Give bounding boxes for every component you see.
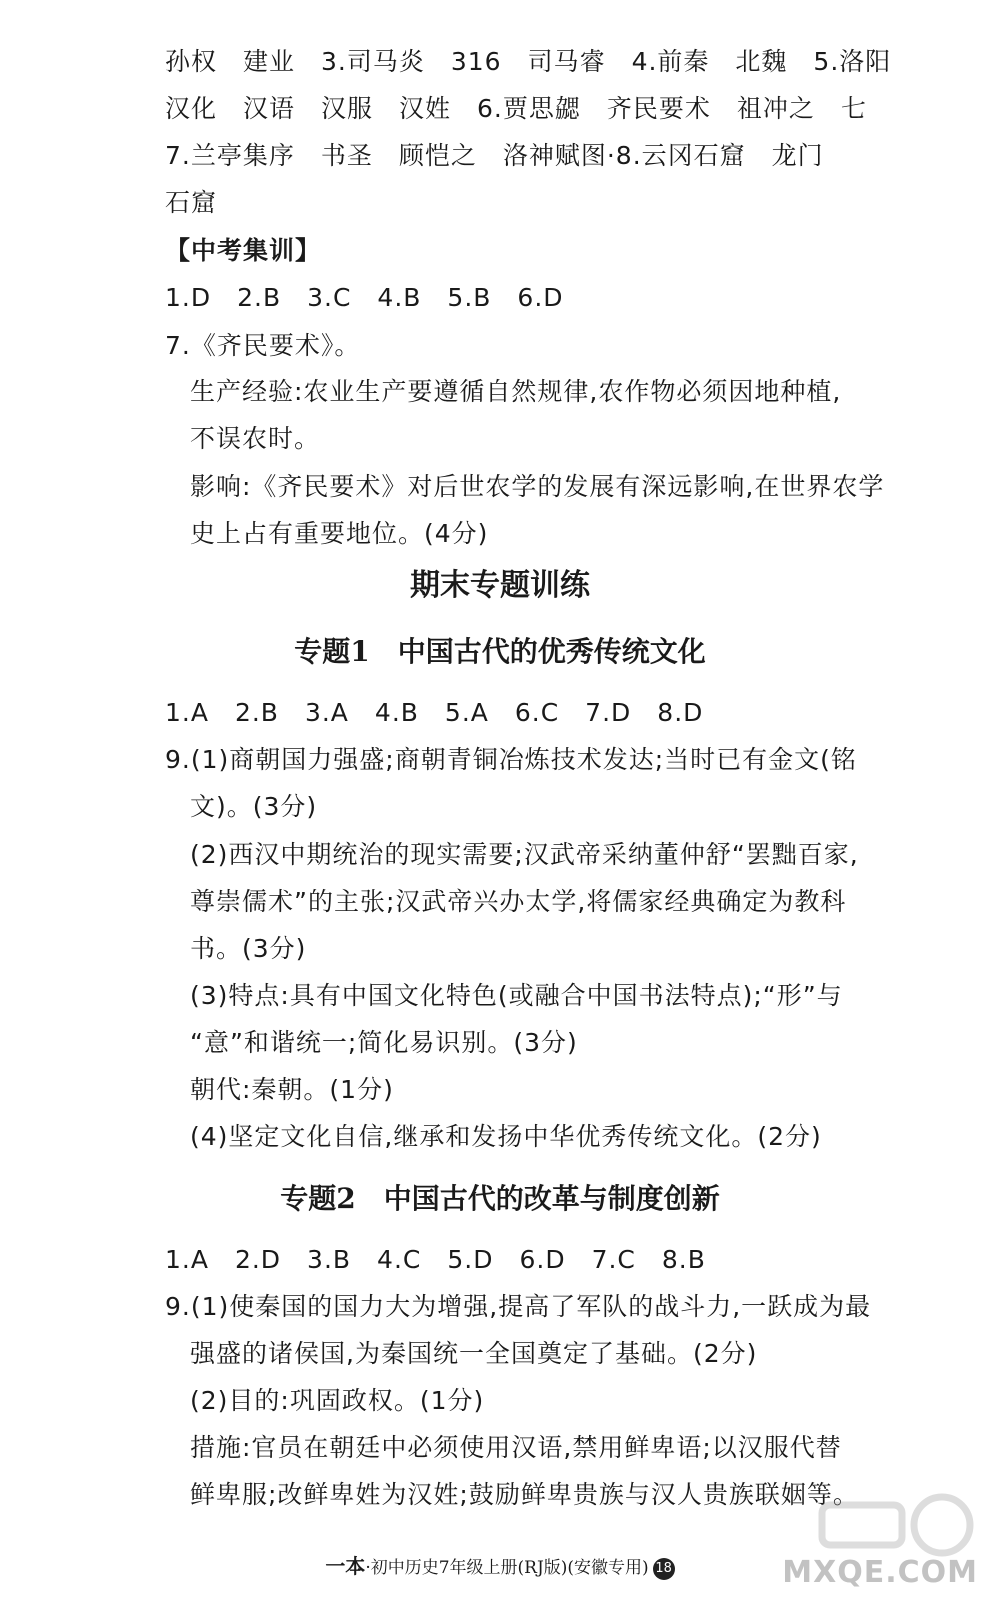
answer-line: 7.兰亭集序 书圣 顾恺之 洛神赋图·8.云冈石窟 龙门 xyxy=(165,141,824,170)
topic2-line: 9.(1)使秦国的国力大为增强,提高了军队的战斗力,一跃成为最 xyxy=(165,1292,872,1321)
topic1-line: (4)坚定文化自信,继承和发扬中华优秀传统文化。(2分) xyxy=(190,1122,822,1151)
page-number: 18 xyxy=(653,1558,675,1580)
topic1-line: (2)西汉中期统治的现实需要;汉武帝采纳董仲舒“罢黜百家, xyxy=(190,840,859,869)
zhongkao-line: 史上占有重要地位。(4分) xyxy=(190,519,489,548)
zhongkao-answers: 1.D 2.B 3.C 4.B 5.B 6.D xyxy=(165,283,564,312)
topic2-line: 鲜卑服;改鲜卑姓为汉姓;鼓励鲜卑贵族与汉人贵族联姻等。 xyxy=(190,1480,859,1509)
topic2-line: (2)目的:巩固政权。(1分) xyxy=(190,1386,485,1415)
zhongkao-line: 生产经验:农业生产要遵循自然规律,农作物必须因地种植, xyxy=(190,377,842,406)
topic1-line: 书。(3分) xyxy=(190,934,307,963)
answer-line: 汉化 汉语 汉服 汉姓 6.贾思勰 齐民要术 祖冲之 七 xyxy=(165,94,867,123)
topic1-line: 9.(1)商朝国力强盛;商朝青铜冶炼技术发达;当时已有金文(铭 xyxy=(165,745,857,774)
footer-text: ·初中历史7年级上册(RJ版)(安徽专用) xyxy=(365,1558,649,1578)
topic1-answers: 1.A 2.B 3.A 4.B 5.A 6.C 7.D 8.D xyxy=(165,698,704,727)
zhongkao-line: 影响:《齐民要术》对后世农学的发展有深远影响,在世界农学 xyxy=(190,472,885,501)
topic2-line: 强盛的诸侯国,为秦国统一全国奠定了基础。(2分) xyxy=(190,1339,758,1368)
page-footer xyxy=(0,1554,1000,1580)
topic1-line: 尊崇儒术”的主张;汉武帝兴办太学,将儒家经典确定为教科 xyxy=(190,887,847,916)
topic2-answers: 1.A 2.D 3.B 4.C 5.D 6.D 7.C 8.B xyxy=(165,1245,706,1274)
topic1-line: 朝代:秦朝。(1分) xyxy=(190,1075,394,1104)
section-title: 期末专题训练 xyxy=(410,568,590,603)
topic2-title: 专题2 中国古代的改革与制度创新 xyxy=(280,1182,720,1215)
topic1-line: 文)。(3分) xyxy=(190,792,318,821)
answer-line: 石窟 xyxy=(165,188,218,217)
watermark-text: MXQE.COM xyxy=(782,1555,978,1590)
footer-brand: 一本 xyxy=(325,1554,366,1578)
topic1-line: (3)特点:具有中国文化特色(或融合中国书法特点);“形”与 xyxy=(190,981,843,1010)
zhongkao-heading: 【中考集训】 xyxy=(165,236,322,265)
zhongkao-line: 不误农时。 xyxy=(190,424,321,453)
zhongkao-q7: 7.《齐民要术》。 xyxy=(165,331,361,360)
answer-line: 孙权 建业 3.司马炎 316 司马睿 4.前秦 北魏 5.洛阳 xyxy=(165,47,892,76)
topic2-line: 措施:官员在朝廷中必须使用汉语,禁用鲜卑语;以汉服代替 xyxy=(190,1433,842,1462)
topic1-title: 专题1 中国古代的优秀传统文化 xyxy=(294,635,706,668)
topic1-line: “意”和谐统一;简化易识别。(3分) xyxy=(190,1028,578,1057)
